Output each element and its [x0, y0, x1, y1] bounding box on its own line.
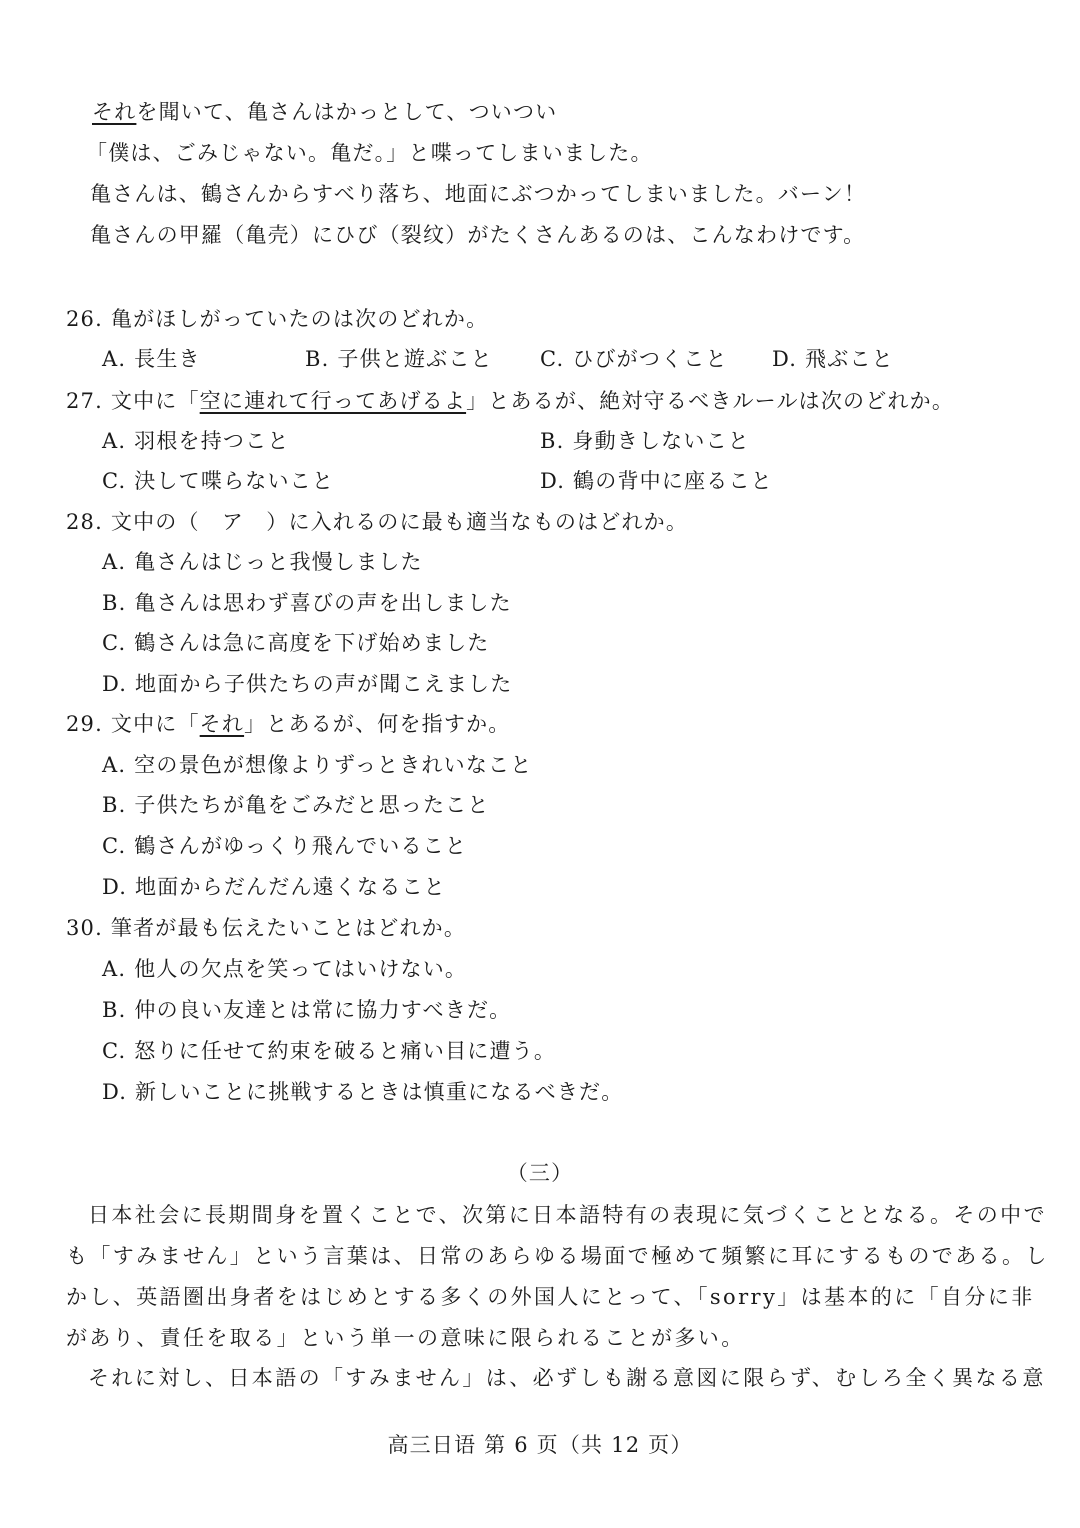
question-30-stem: 30. 筆者が最も伝えたいことはどれか。 [66, 916, 467, 940]
question-27-option-b: B. 身動きしないこと [540, 429, 750, 453]
question-30-option-b: B. 仲の良い友達とは常に協力すべきだ。 [102, 998, 512, 1022]
story-line-1: それを聞いて、亀さんはかっとして、ついつい [92, 100, 558, 124]
question-27-stem: 27. 文中に「空に連れて行ってあげるよ」とあるが、絶対守るべきルールは次のどれか。 [66, 389, 955, 413]
section-3-paragraph-1-line-2: も「すみません」という言葉は、日常のあらゆる場面で極めて頻繁に耳にするものである。し [66, 1244, 1049, 1268]
question-28-option-a: A. 亀さんはじっと我慢しました [102, 550, 423, 574]
question-29-option-c: C. 鶴さんがゆっくり飛んでいること [102, 834, 468, 858]
section-3-heading: （三） [506, 1161, 574, 1185]
underlined-quote: 空に連れて行ってあげるよ [199, 389, 467, 413]
question-26-option-c: C. ひびがつくこと [540, 347, 728, 371]
question-26-option-b: B. 子供と遊ぶこと [305, 347, 493, 371]
story-line-2: 「僕は、ごみじゃない。亀だ。」と喋ってしまいました。 [86, 141, 653, 165]
underlined-sore: それ [92, 100, 137, 124]
question-27-option-a: A. 羽根を持つこと [102, 429, 290, 453]
section-3-paragraph-1-line-3: かし、英語圏出身者をはじめとする多くの外国人にとって、「sorry」は基本的に「自分に非 [66, 1285, 1035, 1309]
question-28-option-c: C. 鶴さんは急に高度を下げ始めました [102, 631, 490, 655]
story-line-4: 亀さんの甲羅（亀壳）にひび（裂纹）がたくさんあるのは、こんなわけです。 [90, 223, 866, 247]
question-30-option-d: D. 新しいことに挑戦するときは慎重になるべきだ。 [102, 1080, 624, 1104]
question-28-option-b: B. 亀さんは思わず喜びの声を出しました [102, 591, 512, 615]
question-30-option-a: A. 他人の欠点を笑ってはいけない。 [102, 957, 468, 981]
question-26-option-d: D. 飛ぶこと [772, 347, 894, 371]
question-29-option-b: B. 子供たちが亀をごみだと思ったこと [102, 793, 490, 817]
question-29-option-a: A. 空の景色が想像よりずっときれいなこと [102, 753, 533, 777]
question-26-option-a: A. 長生き [102, 347, 201, 371]
question-29-stem: 29. 文中に「それ」とあるが、何を指すか。 [66, 712, 511, 736]
question-27-option-c: C. 決して喋らないこと [102, 469, 335, 493]
question-29-option-d: D. 地面からだんだん遠くなること [102, 875, 446, 899]
story-line-3: 亀さんは、鶴さんからすべり落ち、地面にぶつかってしまいました。バーン！ [90, 182, 867, 206]
question-27-option-d: D. 鶴の背中に座ること [540, 469, 773, 493]
question-28-stem: 28. 文中の（ ア ）に入れるのに最も適当なものはどれか。 [66, 510, 689, 534]
section-3-paragraph-1-line-1: 日本社会に長期間身を置くことで、次第に日本語特有の表現に気づくこととなる。その中で [88, 1203, 1047, 1227]
underlined-sore-ref: それ [199, 712, 245, 736]
section-3-paragraph-1-line-4: があり、責任を取る」という単一の意味に限られることが多い。 [66, 1326, 745, 1350]
question-26-stem: 26. 亀がほしがっていたのは次のどれか。 [66, 307, 489, 331]
question-30-option-c: C. 怒りに任せて約束を破ると痛い目に遭う。 [102, 1039, 557, 1063]
section-3-paragraph-2-line-1: それに対し、日本語の「すみません」は、必ずしも謝る意図に限らず、むしろ全く異なる意 [88, 1366, 1046, 1390]
question-28-option-d: D. 地面から子供たちの声が聞こえました [102, 672, 513, 696]
page-footer: 高三日语 第 6 页（共 12 页） [387, 1433, 693, 1457]
